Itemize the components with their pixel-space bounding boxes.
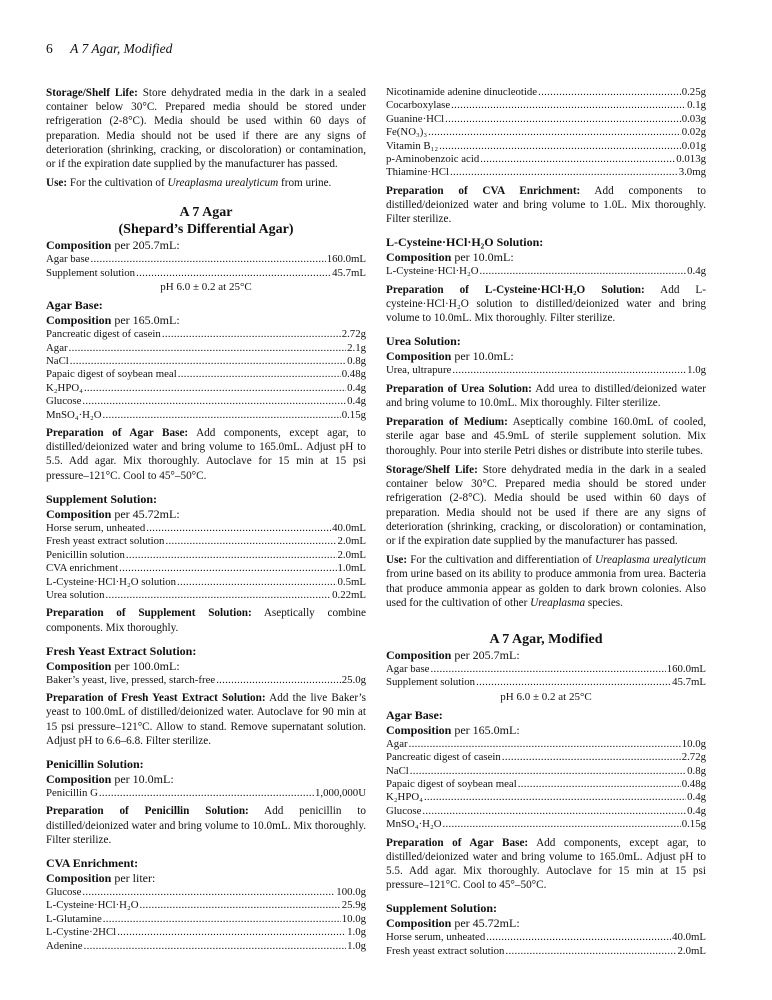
ingredient-row xyxy=(386,931,706,944)
ingredient-name: Baker’s yeast, live, pressed, starch-free xyxy=(46,673,216,686)
storage-paragraph: Storage/Shelf Life: Store dehydrated media in the dark in a sealed container below 30°C. Prepared media should be stored under refrigeration (2-8°C). Media should be used within 60 days of preparation. Media should not be used if there are any signs of deterioration (shrinking, cracking, or discoloration) or contamination, or if the expiration date supplied by the manufacturer has passed. xyxy=(386,463,706,547)
dot-leader xyxy=(518,778,681,791)
subsection-heading: Supplement Solution: xyxy=(46,491,158,506)
ingredient-amount: 45.7mL xyxy=(332,266,366,279)
subsection-heading: L-Cysteine·HCl·H₂O Solution: xyxy=(386,235,544,250)
ingredient-amount: 0.8g xyxy=(687,764,706,777)
composition-line: Composition per 45.72mL: xyxy=(46,506,180,521)
ingredient-row xyxy=(386,818,706,831)
ingredient-name: Urea solution xyxy=(46,588,105,601)
ingredient-name: Agar base xyxy=(46,253,90,266)
dot-leader xyxy=(178,368,341,381)
ingredient-name: Papaic digest of soybean meal xyxy=(386,777,517,790)
subsection-heading: Urea Solution: xyxy=(386,334,461,349)
page-number: 6 xyxy=(46,41,53,56)
subsection-heading: Supplement Solution: xyxy=(386,901,498,916)
ingredient-amount: 2.72g xyxy=(341,328,366,341)
ingredient-amount: 0.4g xyxy=(687,804,706,817)
dot-leader xyxy=(82,395,346,408)
ingredient-name: K₂HPO₄ xyxy=(386,791,423,804)
ingredient-name: Cocarboxylase xyxy=(386,99,451,112)
preparation-paragraph: Preparation of Medium: Aseptically combine 160.0mL of cooled, sterile agar base and 45.9mL of sterile supplement solution. Mix thoroughly. Pour into sterile Petri dishes or distribute into sterile tubes. xyxy=(386,416,706,457)
ingredient-row xyxy=(46,267,366,280)
ingredient-name: Horse serum, unheated xyxy=(386,931,486,944)
preparation-paragraph: Preparation of Agar Base: Add components, except agar, to distilled/deionized water and bring volume to 165.0mL. Adjust pH to 5.5. Add agar. Mix thoroughly. Autoclave for 15 min at 15 psi pressure–121°C. Cool to 45°–50°C. xyxy=(46,427,366,482)
ingredient-name: Vitamin B₁₂ xyxy=(386,139,439,152)
ingredient-name: Papaic digest of soybean meal xyxy=(46,368,177,381)
ingredient-row xyxy=(46,913,366,926)
dot-leader xyxy=(410,765,686,778)
ingredient-amount: 0.15g xyxy=(341,408,366,421)
ingredient-row xyxy=(386,945,706,958)
dot-leader xyxy=(450,166,678,179)
ingredient-name: Adenine xyxy=(46,939,83,952)
ingredient-name: Fe(NO₃)₃ xyxy=(386,126,428,139)
running-title: A 7 Agar, Modified xyxy=(70,41,173,56)
dot-leader xyxy=(103,409,341,422)
ingredient-row xyxy=(386,153,706,166)
dot-leader xyxy=(452,364,686,377)
section-title: A 7 Agar xyxy=(179,205,233,221)
ingredient-row xyxy=(386,765,706,778)
ingredient-row xyxy=(46,787,366,800)
composition-line: Composition per 10.0mL: xyxy=(386,250,514,265)
ingredient-amount: 0.15g xyxy=(681,818,706,831)
left-column xyxy=(46,86,366,953)
ingredient-name: Fresh yeast extract solution xyxy=(386,944,505,957)
dot-leader xyxy=(430,663,665,676)
dot-leader xyxy=(428,126,681,139)
dot-leader xyxy=(480,265,687,278)
ingredient-row xyxy=(46,535,366,548)
ingredient-amount: 2.72g xyxy=(681,751,706,764)
dot-leader xyxy=(505,945,676,958)
dot-leader xyxy=(117,926,346,939)
dot-leader xyxy=(103,913,341,926)
ingredient-row xyxy=(46,342,366,355)
dot-leader xyxy=(90,253,325,266)
composition-line: Composition per 100.0mL: xyxy=(46,658,180,673)
ingredient-row xyxy=(46,899,366,912)
ingredient-amount: 0.03g xyxy=(681,112,706,125)
ingredient-name: Penicillin solution xyxy=(46,548,125,561)
ingredient-amount: 0.5mL xyxy=(337,575,366,588)
ingredient-row xyxy=(386,166,706,179)
ingredient-list xyxy=(46,886,366,953)
ingredient-name: L-Cystine·2HCl xyxy=(46,926,117,939)
ingredient-list xyxy=(46,328,366,422)
preparation-paragraph: Preparation of Agar Base: Add components, except agar, to distilled/deionized water and bring volume to 165.0mL. Adjust pH to 5.5. Add agar. Mix thoroughly. Autoclave for 15 min at 15 psi pressure–121°C. Cool to 45°–50°C. xyxy=(386,836,706,892)
ingredient-row xyxy=(386,738,706,751)
ingredient-amount: 0.8g xyxy=(347,355,366,368)
dot-leader xyxy=(480,153,675,166)
dot-leader xyxy=(162,328,341,341)
ingredient-name: Supplement solution xyxy=(46,266,136,279)
ingredient-row xyxy=(46,409,366,422)
ingredient-list xyxy=(46,253,366,280)
dot-leader xyxy=(84,940,347,953)
ingredient-row xyxy=(386,113,706,126)
ingredient-row xyxy=(386,663,706,676)
dot-leader xyxy=(177,576,336,589)
dot-leader xyxy=(140,899,341,912)
ingredient-name: Agar base xyxy=(386,662,430,675)
dot-leader xyxy=(136,267,331,280)
ingredient-row xyxy=(46,886,366,899)
ingredient-amount: 0.48g xyxy=(341,368,366,381)
ingredient-list xyxy=(46,522,366,602)
ingredient-amount: 25.0g xyxy=(341,673,366,686)
section-title: A 7 Agar, Modified xyxy=(489,631,603,647)
ingredient-name: Supplement solution xyxy=(386,676,476,689)
ingredient-amount: 40.0mL xyxy=(672,931,706,944)
ingredient-row xyxy=(386,126,706,139)
ingredient-amount: 1.0g xyxy=(347,926,366,939)
subsection-heading: Agar Base: xyxy=(46,298,103,313)
ingredient-name: Agar xyxy=(46,341,68,354)
composition-line: Composition per liter: xyxy=(46,870,156,885)
dot-leader xyxy=(445,113,681,126)
ingredient-row xyxy=(46,549,366,562)
right-column xyxy=(386,86,706,958)
dot-leader xyxy=(69,342,347,355)
ingredient-name: Horse serum, unheated xyxy=(46,521,146,534)
preparation-paragraph: Preparation of CVA Enrichment: Add components to distilled/deionized water and bring volume to 1.0L. Mix thoroughly. Filter sterilize. xyxy=(386,184,706,226)
ingredient-row xyxy=(46,395,366,408)
dot-leader xyxy=(424,791,686,804)
ingredient-amount: 0.1g xyxy=(687,99,706,112)
ph-line: pH 6.0 ± 0.2 at 25°C xyxy=(160,281,252,294)
dot-leader xyxy=(70,355,346,368)
dot-leader xyxy=(409,738,681,751)
ingredient-amount: 0.4g xyxy=(347,381,366,394)
ingredient-amount: 25.9g xyxy=(341,899,366,912)
ingredient-name: CVA enrichment xyxy=(46,562,119,575)
ingredient-amount: 1.0mL xyxy=(337,562,366,575)
ingredient-amount: 0.25g xyxy=(681,86,706,98)
ph-line: pH 6.0 ± 0.2 at 25°C xyxy=(500,690,592,703)
ingredient-amount: 3.0mg xyxy=(678,166,706,179)
ingredient-name: Agar xyxy=(386,737,408,750)
ingredient-amount: 2.0mL xyxy=(337,535,366,548)
use-paragraph: Use: For the cultivation and differentiation of Ureaplasma urealyticum from urine based on its ability to produce ammonia from urea. Bacteria that produce ammonia appear as golden to dark brown colonies. Also used for the cultivation of other Ureaplasma species. xyxy=(386,554,706,609)
ingredient-amount: 0.01g xyxy=(681,139,706,152)
ingredient-list xyxy=(386,364,706,377)
ingredient-row xyxy=(386,805,706,818)
preparation-paragraph: Preparation of Urea Solution: Add urea to distilled/deionized water and bring volume to 10.0mL. Mix thoroughly. Filter sterilize. xyxy=(386,382,706,410)
ingredient-row xyxy=(386,140,706,153)
ingredient-amount: 2.1g xyxy=(347,341,366,354)
dot-leader xyxy=(538,86,681,99)
ingredient-list xyxy=(386,663,706,690)
ingredient-amount: 45.7mL xyxy=(672,676,706,689)
ingredient-name: L-Glutamine xyxy=(46,912,102,925)
ingredient-name: MnSO₄·H₂O xyxy=(46,408,102,421)
ingredient-name: Guanine·HCl xyxy=(386,112,445,125)
ingredient-amount: 0.4g xyxy=(687,265,706,278)
ingredient-name: Pancreatic digest of casein xyxy=(386,751,501,764)
ingredient-name: K₂HPO₄ xyxy=(46,381,83,394)
dot-leader xyxy=(146,522,331,535)
ingredient-name: L-Cysteine·HCl·H₂O solution xyxy=(46,575,177,588)
ingredient-amount: 160.0mL xyxy=(326,253,366,266)
ingredient-amount: 0.4g xyxy=(687,791,706,804)
composition-line: Composition per 45.72mL: xyxy=(386,916,520,931)
subsection-heading: CVA Enrichment: xyxy=(46,855,139,870)
dot-leader xyxy=(82,886,335,899)
ingredient-amount: 0.22mL xyxy=(332,588,366,601)
subsection-heading: Fresh Yeast Extract Solution: xyxy=(46,643,197,658)
ingredient-amount: 10.0g xyxy=(681,737,706,750)
ingredient-amount: 160.0mL xyxy=(666,662,706,675)
ingredient-list xyxy=(386,265,706,278)
ingredient-row xyxy=(46,355,366,368)
page-header xyxy=(46,41,172,57)
ingredient-name: Urea, ultrapure xyxy=(386,364,452,377)
dot-leader xyxy=(165,535,336,548)
ingredient-name: L-Cysteine·HCl·H₂O xyxy=(386,265,479,278)
dot-leader xyxy=(443,818,681,831)
ingredient-row xyxy=(46,328,366,341)
ingredient-row xyxy=(386,364,706,377)
ingredient-amount: 40.0mL xyxy=(332,521,366,534)
dot-leader xyxy=(422,805,686,818)
ingredient-name: p-Aminobenzoic acid xyxy=(386,153,480,166)
storage-paragraph: Storage/Shelf Life: Store dehydrated media in the dark in a sealed container below 30°C. Prepared media should be stored under refrigeration (2-8°C). Media should be used within 60 days of preparation. Media should not be used if there are any signs of deterioration (shrinking, cracking, or discoloration) or contamination, or if the expiration date supplied by the manufacturer has passed. xyxy=(46,87,366,171)
dot-leader xyxy=(105,589,331,602)
composition-line: Composition per 205.7mL: xyxy=(46,238,180,253)
dot-leader xyxy=(126,549,337,562)
ingredient-amount: 10.0g xyxy=(341,912,366,925)
preparation-paragraph: Preparation of L-Cysteine·HCl·H₂O Solution: Add L-cysteine·HCl·H₂O solution to distilled/deionized water and bring volume to 10.0mL. Mix thoroughly. Filter sterilize. xyxy=(386,283,706,325)
ingredient-row xyxy=(46,940,366,953)
ingredient-name: L-Cysteine·HCl·H₂O xyxy=(46,899,139,912)
ingredient-row xyxy=(386,86,706,99)
ingredient-row xyxy=(386,751,706,764)
ingredient-row xyxy=(386,676,706,689)
ingredient-row xyxy=(46,253,366,266)
dot-leader xyxy=(486,931,671,944)
ingredient-amount: 0.48g xyxy=(681,777,706,790)
ingredient-name: Glucose xyxy=(386,804,422,817)
dot-leader xyxy=(119,562,336,575)
dot-leader xyxy=(216,674,341,687)
ingredient-name: NaCl xyxy=(386,764,409,777)
ingredient-name: MnSO₄·H₂O xyxy=(386,818,442,831)
ingredient-amount: 2.0mL xyxy=(677,944,706,957)
ingredient-amount: 1.0g xyxy=(687,364,706,377)
dot-leader xyxy=(476,676,671,689)
ingredient-name: Pancreatic digest of casein xyxy=(46,328,161,341)
ingredient-amount: 0.02g xyxy=(681,126,706,139)
ingredient-list xyxy=(386,738,706,832)
ingredient-amount: 0.4g xyxy=(347,395,366,408)
ingredient-amount: 1,000,000U xyxy=(315,786,366,799)
section-subtitle: (Shepard’s Differential Agar) xyxy=(118,222,294,238)
use-paragraph: Use: For the cultivation of Ureaplasma urealyticum from urine. xyxy=(46,177,332,190)
ingredient-name: Nicotinamide adenine dinucleotide xyxy=(386,86,538,98)
ingredient-amount: 0.013g xyxy=(676,153,706,166)
preparation-paragraph: Preparation of Fresh Yeast Extract Solution: Add the live Baker’s yeast to 100.0mL of distilled/deionized water. Autoclave for 90 min at 15 psi pressure–121°C. Allow to stand. Remove supernatant solution. Adjust pH to 6.6–6.8. Filter sterilize. xyxy=(46,692,366,747)
ingredient-row xyxy=(386,791,706,804)
ingredient-amount: 1.0g xyxy=(347,939,366,952)
ingredient-row xyxy=(46,576,366,589)
ingredient-row xyxy=(46,674,366,687)
composition-line: Composition per 165.0mL: xyxy=(386,722,520,737)
dot-leader xyxy=(439,140,681,153)
preparation-paragraph: Preparation of Penicillin Solution: Add penicillin to distilled/deionized water and bring volume to 10.0mL. Mix thoroughly. Filter sterilize. xyxy=(46,805,366,846)
dot-leader xyxy=(451,99,686,112)
composition-line: Composition per 165.0mL: xyxy=(46,313,180,328)
ingredient-amount: 2.0mL xyxy=(337,548,366,561)
ingredient-name: Glucose xyxy=(46,395,82,408)
ingredient-row xyxy=(46,382,366,395)
ingredient-list xyxy=(46,674,366,687)
ingredient-name: Glucose xyxy=(46,885,82,898)
ingredient-row xyxy=(386,99,706,112)
ingredient-row xyxy=(386,778,706,791)
composition-line: Composition per 10.0mL: xyxy=(46,771,174,786)
ingredient-amount: 100.0g xyxy=(336,885,366,898)
ingredient-list xyxy=(46,787,366,800)
composition-line: Composition per 10.0mL: xyxy=(386,349,514,364)
preparation-paragraph: Preparation of Supplement Solution: Aseptically combine components. Mix thoroughly. xyxy=(46,607,366,634)
composition-line: Composition per 205.7mL: xyxy=(386,647,520,662)
ingredient-row xyxy=(46,562,366,575)
subsection-heading: Agar Base: xyxy=(386,707,443,722)
ingredient-row xyxy=(46,368,366,381)
ingredient-row xyxy=(46,926,366,939)
dot-leader xyxy=(84,382,346,395)
dot-leader xyxy=(502,751,681,764)
ingredient-list xyxy=(386,931,706,958)
ingredient-name: NaCl xyxy=(46,355,69,368)
ingredient-name: Thiamine·HCl xyxy=(386,166,449,179)
ingredient-list xyxy=(386,86,706,180)
subsection-heading: Penicillin Solution: xyxy=(46,756,144,771)
ingredient-row xyxy=(386,265,706,278)
ingredient-row xyxy=(46,522,366,535)
ingredient-name: Fresh yeast extract solution xyxy=(46,535,165,548)
dot-leader xyxy=(99,787,314,800)
ingredient-row xyxy=(46,589,366,602)
ingredient-name: Penicillin G xyxy=(46,786,98,799)
